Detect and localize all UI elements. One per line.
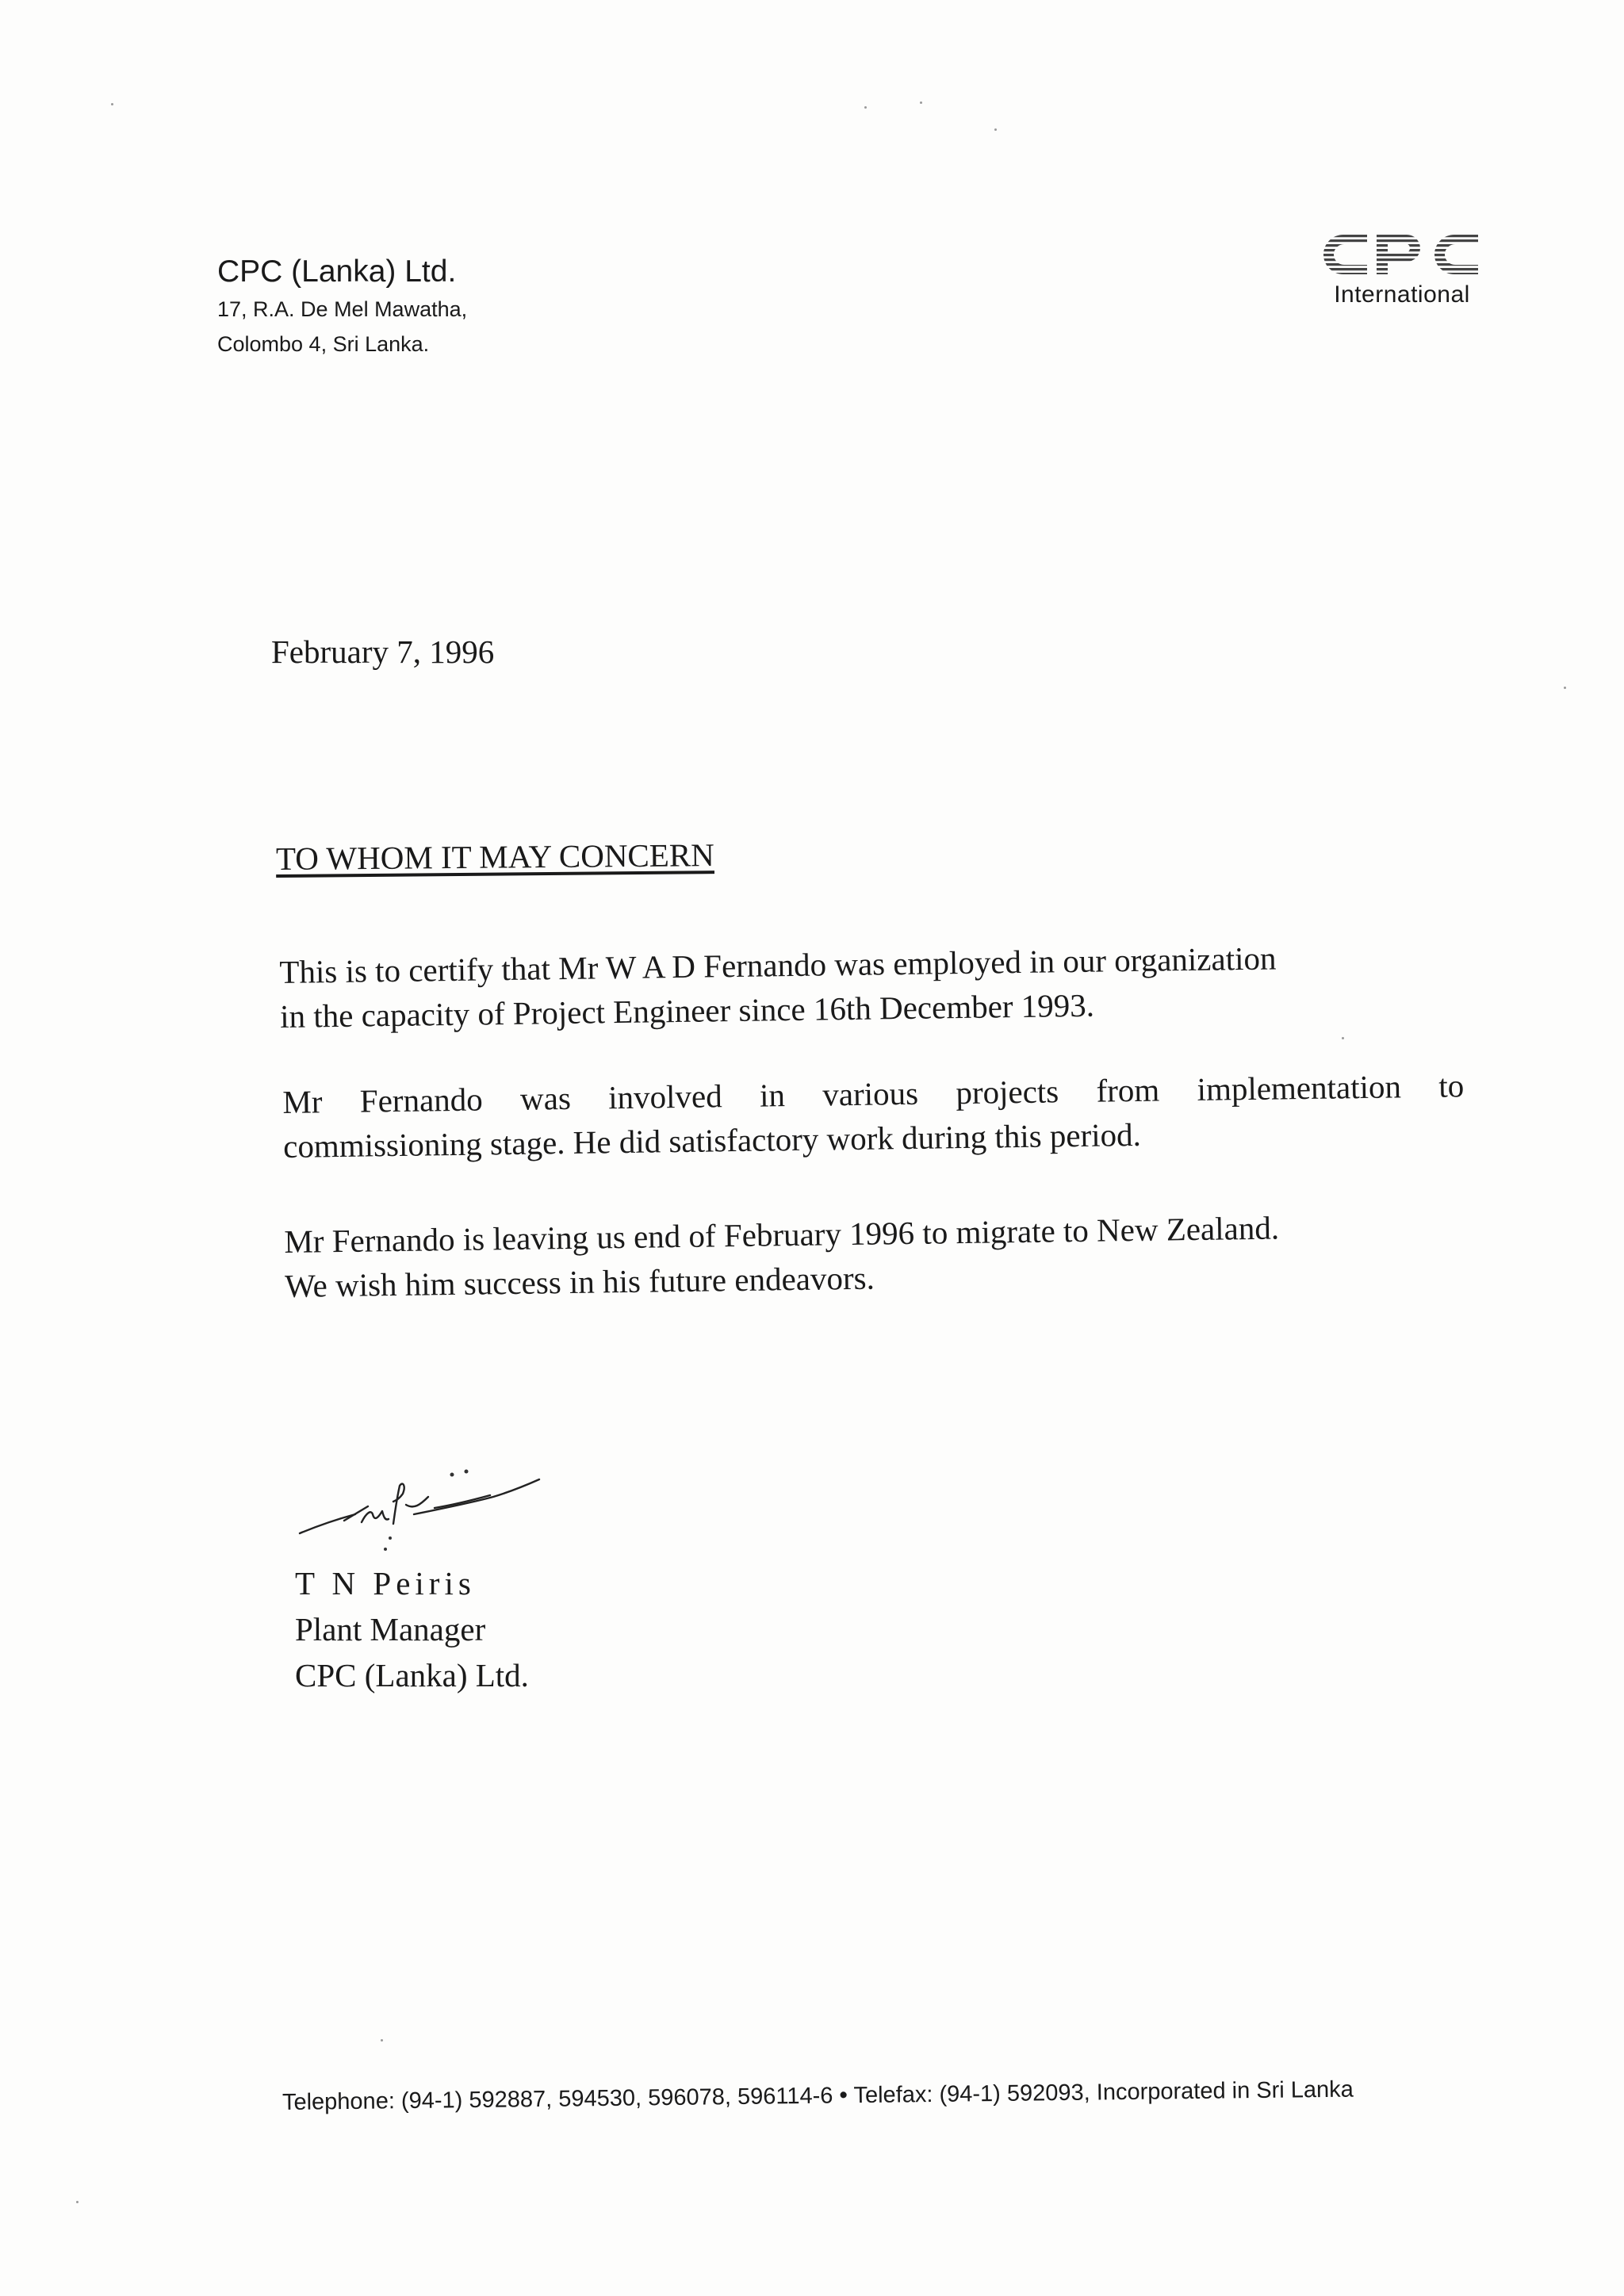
word: implementation bbox=[1197, 1068, 1402, 1108]
word: was bbox=[519, 1079, 572, 1117]
scan-speck bbox=[381, 2039, 383, 2042]
company-name: CPC (Lanka) Ltd. bbox=[217, 254, 457, 289]
address-line-2: Colombo 4, Sri Lanka. bbox=[217, 332, 430, 356]
word: involved bbox=[607, 1077, 723, 1116]
cpc-logo-icon bbox=[1323, 230, 1481, 279]
signatory-name: T N Peiris bbox=[295, 1565, 476, 1601]
signatory-block bbox=[295, 1560, 529, 1698]
handwritten-signature bbox=[295, 1457, 557, 1560]
paragraph-line: commissioning stage. He did satisfactory work during this period. bbox=[282, 1115, 1142, 1165]
word: to bbox=[1438, 1067, 1465, 1104]
paragraph-line: Mr Fernando is leaving us end of February 1996 to migrate to New Zealand. bbox=[284, 1209, 1280, 1260]
footer-telephone: Telephone: (94-1) 592887, 594530, 596078, 596114-6 bbox=[282, 2083, 833, 2115]
letterhead-footer bbox=[282, 2073, 1354, 2118]
signatory-title: Plant Manager bbox=[295, 1611, 486, 1647]
paragraph-work bbox=[282, 1063, 1465, 1169]
signatory-company: CPC (Lanka) Ltd. bbox=[295, 1657, 529, 1693]
letter-subject: TO WHOM IT MAY CONCERN bbox=[275, 836, 714, 877]
word: Fernando bbox=[359, 1081, 484, 1119]
letterhead-company-block bbox=[217, 252, 467, 362]
word: in bbox=[759, 1077, 786, 1114]
word: various bbox=[822, 1074, 919, 1113]
paragraph-employment bbox=[279, 936, 1277, 1039]
scan-speck bbox=[76, 2201, 79, 2203]
scan-speck bbox=[111, 103, 113, 105]
paragraph-line: This is to certify that Mr W A D Fernando was employed in our organization bbox=[279, 939, 1277, 990]
scan-speck bbox=[920, 101, 922, 104]
word: from bbox=[1096, 1071, 1160, 1109]
word: projects bbox=[956, 1073, 1059, 1112]
scan-speck bbox=[1342, 1037, 1344, 1039]
paragraph-line: in the capacity of Project Engineer since 16th December 1993. bbox=[279, 986, 1095, 1035]
word: Mr bbox=[282, 1083, 323, 1120]
scan-speck bbox=[864, 106, 867, 109]
scan-speck bbox=[1564, 687, 1566, 689]
letter-date: February 7, 1996 bbox=[271, 633, 495, 670]
footer-bullet: • bbox=[839, 2082, 848, 2109]
paragraph-departure bbox=[284, 1205, 1280, 1308]
scan-speck bbox=[994, 128, 997, 131]
address-line-1: 17, R.A. De Mel Mawatha, bbox=[217, 297, 468, 321]
footer-telefax: Telefax: (94-1) 592093, Incorporated in Sri Lanka bbox=[853, 2076, 1354, 2109]
company-logo bbox=[1307, 230, 1497, 309]
paragraph-line: We wish him success in his future endeavors. bbox=[284, 1259, 875, 1304]
logo-subtitle: International bbox=[1334, 281, 1470, 308]
